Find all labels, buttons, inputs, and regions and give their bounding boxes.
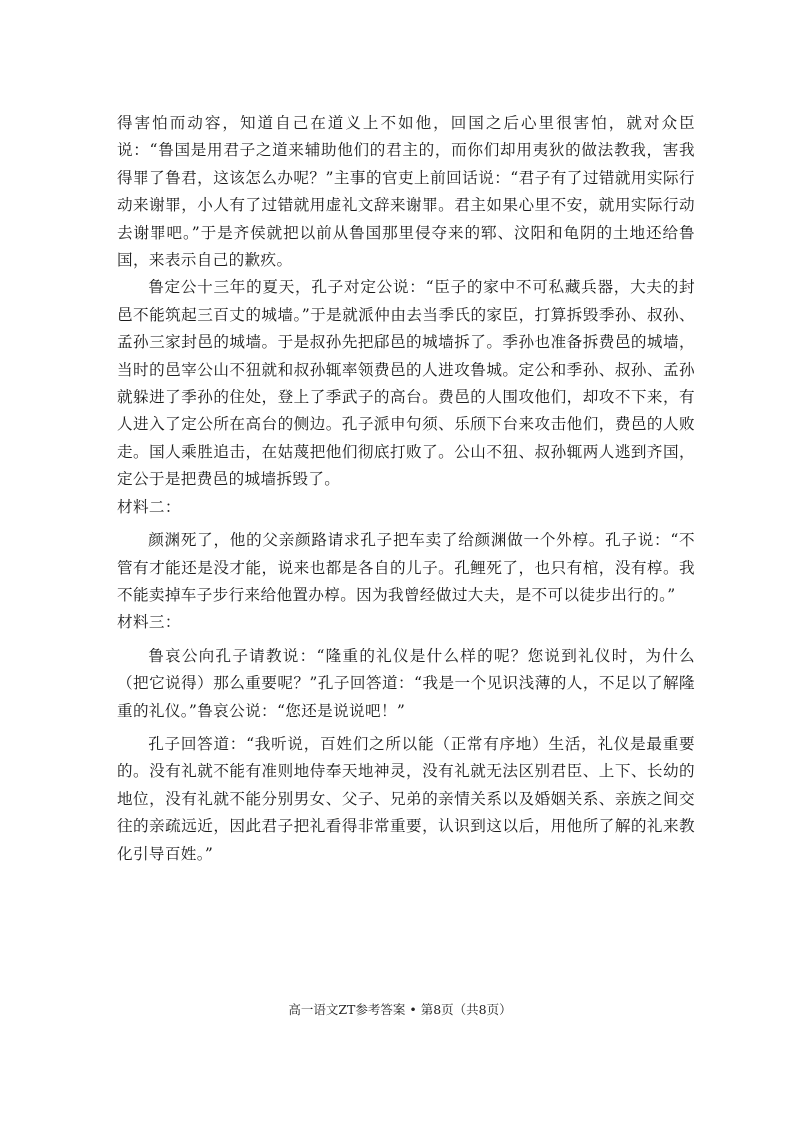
paragraph-continuation: 得害怕而动容，知道自己在道义上不如他，回国之后心里很害怕，就对众臣说：“鲁国是用君子之道来辅助他们的君主的，而你们却用夷狄的做法教我，害我得罪了鲁君，这该怎么办呢？”主事的官吏上前回话说：“君子有了过错就用实际行动来谢罪，小人有了过错就用虚礼文辞来谢罪。君主如果心里不安，就用实际行动去谢罪吧。”于是齐侯就把以前从鲁国那里侵夺来的郓、汶阳和龟阴的土地还给鲁国，来表示自己的歉疚。 [117,114,695,270]
page-footer: 高一语文ZT参考答案 • 第8页（共8页） [288,1002,512,1017]
section-heading-material-2: 材料二： [117,497,181,516]
document-body [117,110,695,868]
section-heading-material-3: 材料三： [117,613,181,632]
paragraph-aigong-question: 鲁哀公向孔子请教说：“隆重的礼仪是什么样的呢？您说到礼仪时，为什么（把它说得）那么重要呢？”孔子回答道：“我是一个见识浅薄的人，不足以了解隆重的礼仪。”鲁哀公说：“您还是说说吧！” [117,646,695,720]
paragraph-confucius-answer: 孔子回答道：“我听说，百姓们之所以能（正常有序地）生活，礼仪是最重要的。没有礼就不能有准则地侍奉天地神灵，没有礼就无法区别君臣、上下、长幼的地位，没有礼就不能分别男女、父子、兄弟的亲情关系以及婚姻关系、亲族之间交往的亲疏远近，因此君子把礼看得非常重要，认识到这以后，用他所了解的礼来教化引导百姓。” [117,734,695,863]
paragraph-yanyuan: 颜渊死了，他的父亲颜路请求孔子把车卖了给颜渊做一个外椁。孔子说：“不管有才能还是没才能，说来也都是各自的儿子。孔鲤死了，也只有棺，没有椁。我不能卖掉车子步行来给他置办椁。因为我曾经做过大夫，是不可以徒步出行的。” [117,531,695,604]
paragraph-dinggong: 鲁定公十三年的夏天，孔子对定公说：“臣子的家中不可私藏兵器，大夫的封邑不能筑起三百丈的城墙。”于是就派仲由去当季氏的家臣，打算拆毁季孙、叔孙、孟孙三家封邑的城墙。于是叔孙先把郈邑的城墙拆了。季孙也准备拆费邑的城墙，当时的邑宰公山不狃就和叔孙辄率领费邑的人进攻鲁城。定公和季孙、叔孙、孟孙就躲进了季孙的住处，登上了季武子的高台。费邑的人围攻他们，却攻不下来，有人进入了定公所在高台的侧边。孔子派申句须、乐颀下台来攻击他们，费邑的人败走。国人乘胜追击，在姑蔑把他们彻底打败了。公山不狃、叔孙辄两人逃到齐国，定公于是把费邑的城墙拆毁了。 [117,278,695,489]
